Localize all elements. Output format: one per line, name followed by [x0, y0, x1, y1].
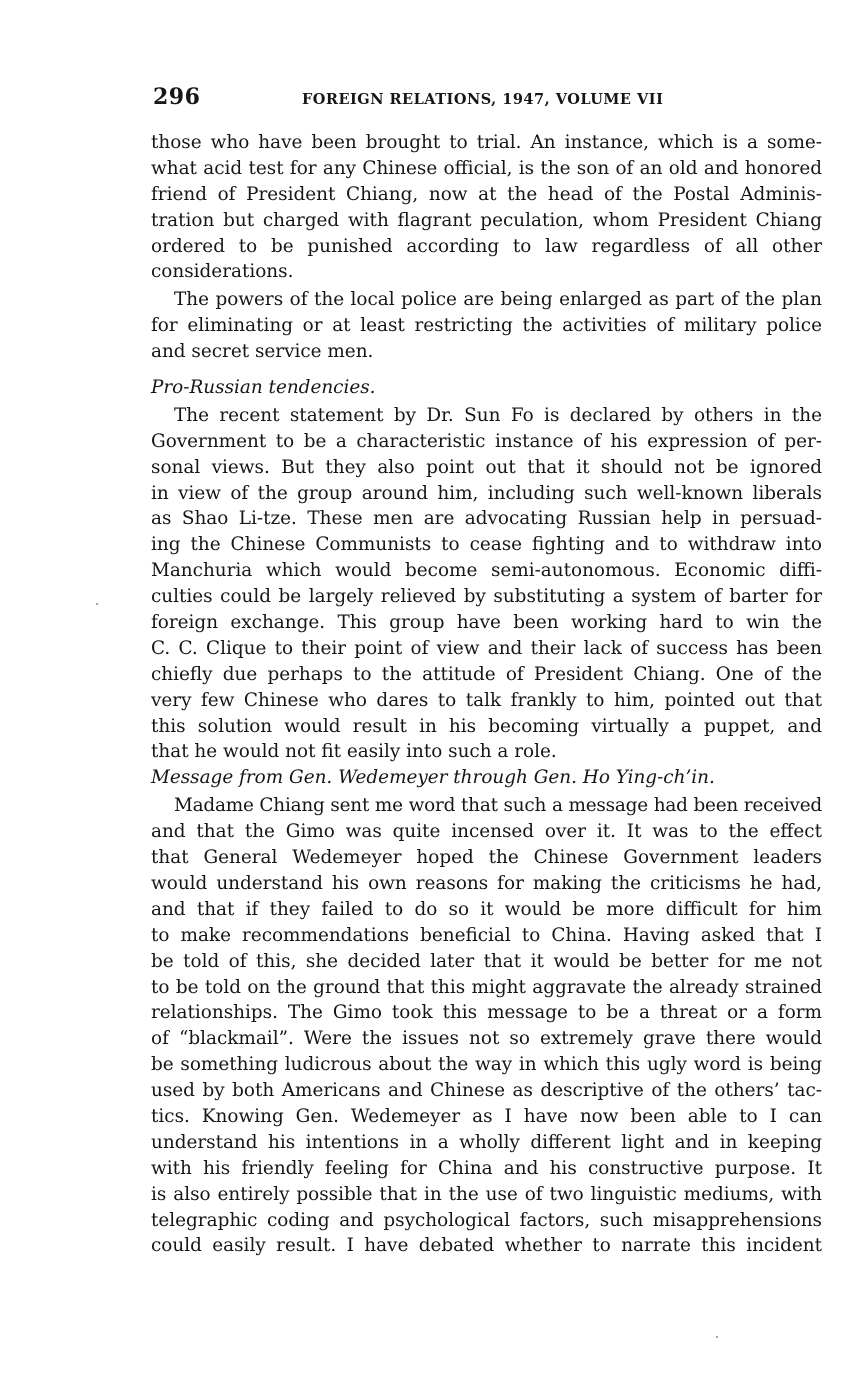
document-page — [151, 84, 822, 1259]
text-line: C. C. Clique to their point of view and their lack of success has been — [151, 637, 822, 659]
text-line: tration but charged with flagrant peculation, whom President Chiang — [151, 209, 822, 231]
page-number: 296 — [153, 84, 201, 110]
paragraph-sun-fo-statement — [151, 403, 822, 765]
text-line: be something ludicrous about the way in which this ugly word is being — [151, 1054, 822, 1076]
text-line: understand his intentions in a wholly different light and in keeping — [151, 1131, 822, 1153]
text-line: could easily result. I have debated whether to narrate this incident — [151, 1235, 822, 1257]
text-line: sonal views. But they also point out that it should not be ignored — [151, 456, 822, 478]
scan-speck — [96, 603, 98, 605]
text-line: Government to be a characteristic instance of his expression of per- — [151, 430, 822, 452]
text-line: would understand his own reasons for making the criticisms he had, — [151, 872, 822, 894]
text-line: of “blackmail”. Were the issues not so extremely grave there would — [151, 1028, 822, 1050]
text-line: ing the Chinese Communists to cease fighting and to withdraw into — [151, 534, 822, 556]
section-heading-pro-russian: Pro-Russian tendencies. — [151, 377, 376, 399]
paragraph-local-police — [151, 287, 822, 365]
text-line: is also entirely possible that in the use of two linguistic mediums, with — [151, 1183, 822, 1205]
text-line: culties could be largely relieved by substituting a system of barter for — [151, 586, 822, 608]
scan-speck — [716, 1336, 718, 1338]
text-line: relationships. The Gimo took this message to be a threat or a form — [151, 1002, 822, 1024]
text-line: Madame Chiang sent me word that such a message had been received — [174, 795, 822, 817]
text-line: to make recommendations beneficial to China. Having asked that I — [151, 924, 822, 946]
text-line: considerations. — [151, 261, 294, 283]
text-line: Manchuria which would become semi-autonomous. Economic diffi- — [151, 560, 822, 582]
text-line: foreign exchange. This group have been working hard to win the — [151, 612, 822, 634]
text-line: ordered to be punished according to law regardless of all other — [151, 235, 822, 257]
text-line: and secret service men. — [151, 341, 374, 363]
text-line: what acid test for any Chinese official, is the son of an old and honored — [151, 157, 822, 179]
paragraph-madame-chiang — [151, 793, 822, 1259]
text-line: and that the Gimo was quite incensed over it. It was to the effect — [151, 821, 822, 843]
text-line: that he would not fit easily into such a role. — [151, 741, 557, 763]
section-heading-wedemeyer-message: Message from Gen. Wedemeyer through Gen. Ho Ying-ch’in. — [151, 767, 715, 789]
text-line: tics. Knowing Gen. Wedemeyer as I have now been able to I can — [151, 1105, 822, 1127]
text-line: in view of the group around him, including such well-known liberals — [151, 482, 822, 504]
text-line: with his friendly feeling for China and his constructive purpose. It — [151, 1157, 822, 1179]
running-title: FOREIGN RELATIONS, 1947, VOLUME VII — [302, 91, 664, 108]
text-line: this solution would result in his becoming virtually a puppet, and — [151, 715, 822, 737]
text-line: very few Chinese who dares to talk frankly to him, pointed out that — [151, 689, 822, 711]
text-line: and that if they failed to do so it would be more difficult for him — [151, 898, 822, 920]
text-line: friend of President Chiang, now at the head of the Postal Adminis- — [151, 183, 822, 205]
text-line: telegraphic coding and psychological factors, such misapprehensions — [151, 1209, 822, 1231]
running-header — [151, 84, 822, 118]
text-line: those who have been brought to trial. An instance, which is a some- — [151, 132, 822, 153]
text-line: that General Wedemeyer hoped the Chinese Government leaders — [151, 847, 822, 869]
paragraph-trial-instance — [151, 130, 822, 285]
text-line: The recent statement by Dr. Sun Fo is declared by others in the — [174, 404, 822, 426]
text-line: to be told on the ground that this might aggravate the already strained — [151, 976, 822, 998]
text-line: chiefly due perhaps to the attitude of President Chiang. One of the — [151, 663, 822, 685]
text-line: be told of this, she decided later that it would be better for me not — [151, 950, 822, 972]
text-line: for eliminating or at least restricting the activities of military police — [151, 315, 822, 337]
text-line: The powers of the local police are being enlarged as part of the plan — [174, 289, 822, 311]
text-line: used by both Americans and Chinese as descriptive of the others’ tac- — [151, 1080, 822, 1102]
text-line: as Shao Li-tze. These men are advocating Russian help in persuad- — [151, 508, 822, 530]
